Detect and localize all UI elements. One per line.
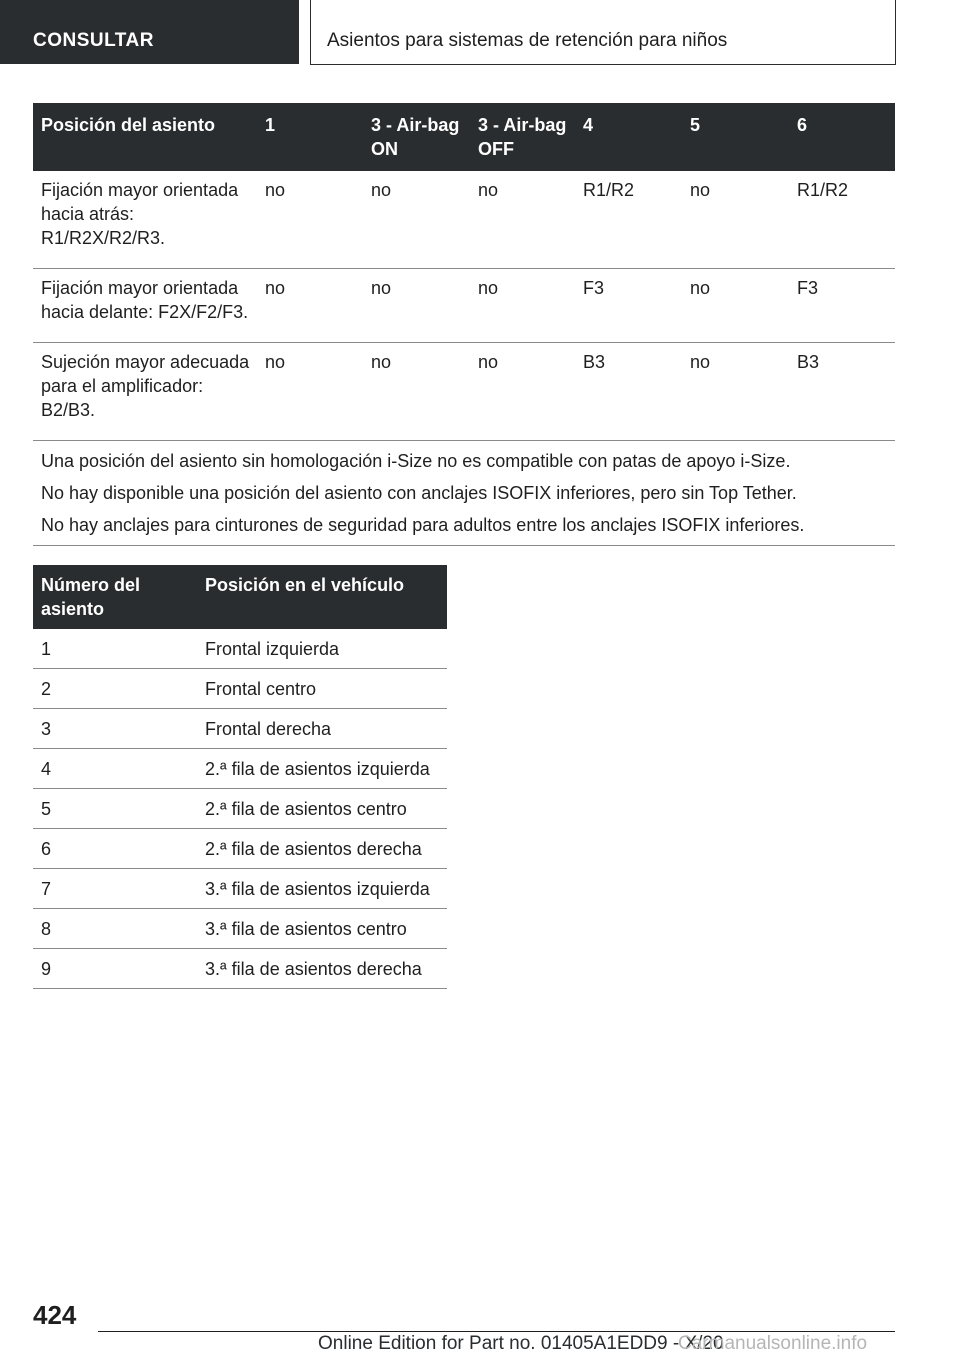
table-row <box>33 343 895 441</box>
table-cell: 9 <box>33 949 197 989</box>
section-label: CONSULTAR <box>33 30 154 51</box>
table-cell: 2.ª fila de asientos centro <box>197 789 447 829</box>
table-cell: 1 <box>33 629 197 669</box>
table-cell: F3 <box>789 269 895 343</box>
table-cell: no <box>363 269 470 343</box>
table-cell: no <box>363 171 470 269</box>
table-cell: 3 <box>33 709 197 749</box>
table-row <box>33 171 895 269</box>
table-cell: no <box>363 343 470 441</box>
table-cell: B3 <box>789 343 895 441</box>
footer-edition: Online Edition for Part no. 01405A1EDD9 - X/20 <box>318 1333 724 1354</box>
section-tab[interactable] <box>0 0 299 64</box>
table-cell: Frontal derecha <box>197 709 447 749</box>
seat-compatibility-table <box>33 103 895 546</box>
table-note: No hay anclajes para cinturones de seguridad para adultos entre los anclajes ISOFIX inferiores. <box>41 515 805 535</box>
table-header-row <box>33 103 895 171</box>
table-cell: no <box>257 171 363 269</box>
page-number: 424 <box>33 1300 77 1330</box>
table-cell: Frontal centro <box>197 669 447 709</box>
table-row <box>33 869 447 909</box>
table-cell: 2 <box>33 669 197 709</box>
table-note: Una posición del asiento sin homologación i-Size no es compatible con patas de apoyo i-Size. <box>41 451 791 471</box>
table-cell: no <box>257 343 363 441</box>
table-cell: no <box>257 269 363 343</box>
table-cell: Fijación mayor orientada hacia delante: F2X/F2/F3. <box>33 269 257 343</box>
table-cell: no <box>470 343 575 441</box>
table-cell: 2.ª fila de asientos izquierda <box>197 749 447 789</box>
page-header <box>310 0 896 65</box>
column-header: Posición del asiento <box>33 103 257 171</box>
footer-divider <box>98 1331 895 1332</box>
watermark: Carmanualsonline.info <box>678 1333 868 1354</box>
table-note: No hay disponible una posición del asiento con anclajes ISOFIX inferiores, pero sin Top Tether. <box>41 483 797 503</box>
table-cell: R1/R2 <box>789 171 895 269</box>
seat-number-table <box>33 565 447 989</box>
column-header: Posición en el vehículo <box>197 565 447 629</box>
table-header-row <box>33 565 447 629</box>
table-row <box>33 669 447 709</box>
table-row <box>33 909 447 949</box>
table-cell: 4 <box>33 749 197 789</box>
table-row <box>33 829 447 869</box>
table-cell: B3 <box>575 343 682 441</box>
table-cell: no <box>470 171 575 269</box>
table-cell: 8 <box>33 909 197 949</box>
column-header: 4 <box>575 103 682 171</box>
table-row <box>33 949 447 989</box>
column-header: 1 <box>257 103 363 171</box>
table-cell: Fijación mayor orientada hacia atrás: R1/R2X/R2/R3. <box>33 171 257 269</box>
column-header: 5 <box>682 103 789 171</box>
table-cell: Sujeción mayor adecuada para el amplificador: B2/B3. <box>33 343 257 441</box>
table-cell: no <box>682 171 789 269</box>
table-notes-row <box>33 441 895 546</box>
table-row <box>33 789 447 829</box>
table-row <box>33 709 447 749</box>
table-row <box>33 749 447 789</box>
table-cell: 5 <box>33 789 197 829</box>
table-cell: 7 <box>33 869 197 909</box>
table-cell: Frontal izquierda <box>197 629 447 669</box>
column-header: 3 - Air-bag ON <box>363 103 470 171</box>
table-cell: 3.ª fila de asientos derecha <box>197 949 447 989</box>
table-cell: no <box>470 269 575 343</box>
table-notes <box>33 441 895 546</box>
table-cell: 2.ª fila de asientos derecha <box>197 829 447 869</box>
table-cell: R1/R2 <box>575 171 682 269</box>
table-cell: 6 <box>33 829 197 869</box>
table-cell: no <box>682 269 789 343</box>
column-header: 3 - Air-bag OFF <box>470 103 575 171</box>
table-row <box>33 629 447 669</box>
table-cell: 3.ª fila de asientos centro <box>197 909 447 949</box>
table-cell: F3 <box>575 269 682 343</box>
table-row <box>33 269 895 343</box>
page-title: Asientos para sistemas de retención para niños <box>327 30 728 51</box>
table-cell: no <box>682 343 789 441</box>
column-header: Número del asiento <box>33 565 197 629</box>
table-cell: 3.ª fila de asientos izquierda <box>197 869 447 909</box>
column-header: 6 <box>789 103 895 171</box>
